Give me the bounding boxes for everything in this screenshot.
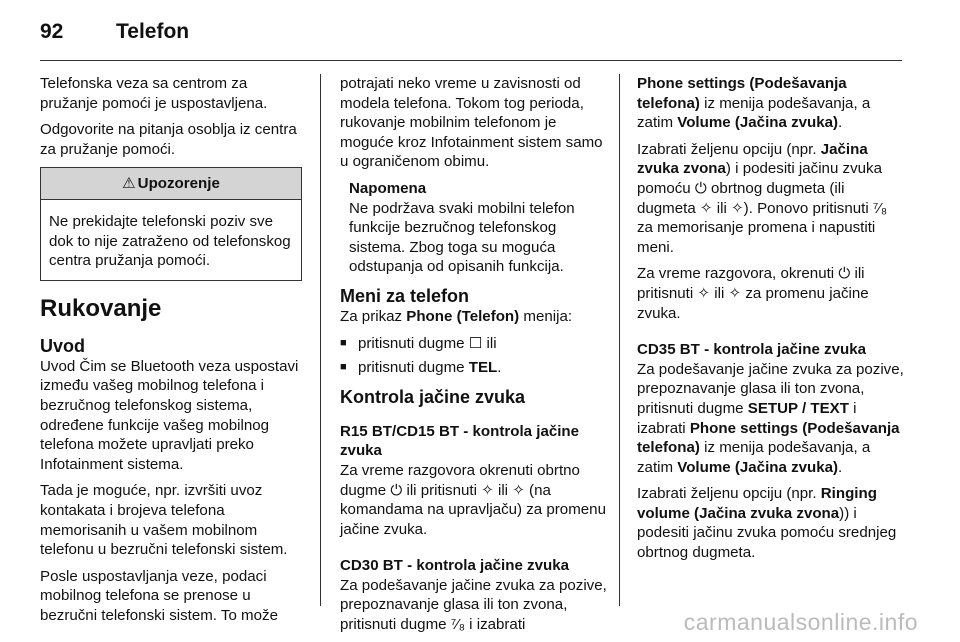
note-title: Napomena <box>349 179 427 197</box>
paragraph: Za prikaz Phone (Telefon) menija: <box>340 307 573 325</box>
subsection-heading: Meni za telefon <box>340 285 470 306</box>
header-rule <box>40 60 902 61</box>
warning-title: Upozorenje <box>137 175 220 193</box>
column-1 <box>40 74 302 632</box>
paragraph: Phone settings (Podešavanja telefona) iz menija podešavanja, a zatim Volume (Jačina zvuka). <box>637 75 871 132</box>
bullet-list <box>340 334 608 378</box>
warning-text: Ne prekidajte telefonski poziv sve dok to nije zatraženo od telefonskog centra pružanja pomoći. <box>49 212 291 270</box>
chapter-title: Telefon <box>116 20 190 43</box>
paragraph: Izabrati željenu opciju (npr. Ringing volume (Jačina zvuka zvona)) i podesiti jačinu zvuka pomoću srednjeg obrtnog dugmeta. <box>637 485 897 562</box>
paragraph: potrajati neko vreme u zavisnosti od modela telefona. Tokom tog perioda, rukovanje mobilnim telefonom je moguće kroz Infotainment sistem samo u ograničenom obimu. <box>340 75 603 171</box>
note-text: Ne podržava svaki mobilni telefon funkcije bezručnog telefonskog sistema. Zbog toga su moguća odstupanja od opisanih funkcija. <box>349 199 575 276</box>
column-3 <box>637 74 905 570</box>
paragraph: Izabrati željenu opciju (npr. Jačina zvuka zvona) i podesiti jačinu zvuka pomoću ⏻ obrtnog dugmeta (ili dugmeta ✧ ili ✧). Ponovo pritisnuti ⁷⁄₈ za memorisanje promena i napustiti meni. <box>637 140 888 256</box>
paragraph: Tada je moguće, npr. izvršiti uvoz kontakata i brojeva telefona memorisanih u vašem mobilnom telefonu u bezručni telefonski sistem. <box>40 482 288 559</box>
page-number: 92 <box>40 20 64 43</box>
note-box <box>340 179 608 277</box>
column-2 <box>340 74 608 642</box>
paragraph: Za vreme razgovora, okrenuti ⏻ ili pritisnuti ✧ ili ✧ za promenu jačine zvuka. <box>637 265 869 322</box>
column-divider <box>619 74 620 606</box>
subsection-heading: Kontrola jačine zvuka <box>340 386 526 407</box>
page-header <box>40 20 189 44</box>
warning-header <box>41 168 301 200</box>
paragraph: Za vreme razgovora okrenuti obrtno dugme ⏻ ili pritisnuti ✧ ili ✧ (na komandama na upravljaču) za promenu jačine zvuka. <box>340 461 606 538</box>
paragraph: Uvod Čim se Bluetooth veza uspostavi između vašeg mobilnog telefona i bezručnog telefonskog sistema, određene funkcije vašeg mobilnog telefona možete upravljati preko Infotainment sistema. <box>40 357 299 473</box>
list-item: ■ pritisnuti dugme TEL. <box>340 358 608 378</box>
minor-heading: R15 BT/CD15 BT - kontrola jačine zvuka <box>340 422 580 460</box>
watermark: carmanualsonline.info <box>683 609 918 635</box>
subsection-heading: Uvod <box>40 335 85 356</box>
section-heading: Rukovanje <box>40 294 162 322</box>
paragraph: Telefonska veza sa centrom za pružanje pomoći je uspostavljena. <box>40 75 268 112</box>
warning-box <box>40 167 302 280</box>
warning-triangle-icon: ⚠ <box>122 175 136 193</box>
phone-button-icon: ☐ <box>468 334 483 352</box>
list-item: ■ pritisnuti dugme ☐ ili <box>340 334 608 354</box>
minor-heading: CD30 BT - kontrola jačine zvuka <box>340 557 569 575</box>
paragraph: Odgovorite na pitanja osoblja iz centra za pružanje pomoći. <box>40 121 297 158</box>
minor-heading: CD35 BT - kontrola jačine zvuka <box>637 341 866 359</box>
paragraph: Za podešavanje jačine zvuka za pozive, prepoznavanje glasa ili ton zvona, pritisnuti dugme SETUP / TEXT i izabrati Phone settings (Podešavanja telefona) iz menija podešavanja, a zatim Volume (Jačina zvuka). <box>637 360 904 476</box>
column-divider <box>320 74 321 606</box>
paragraph: Za podešavanje jačine zvuka za pozive, prepoznavanje glasa ili ton zvona, pritisnuti dugme ⁷⁄₈ i izabrati <box>340 576 607 634</box>
paragraph: Posle uspostavljanja veze, podaci mobilnog telefona se prenose u bezručni telefonski sistem. To može <box>40 567 278 624</box>
